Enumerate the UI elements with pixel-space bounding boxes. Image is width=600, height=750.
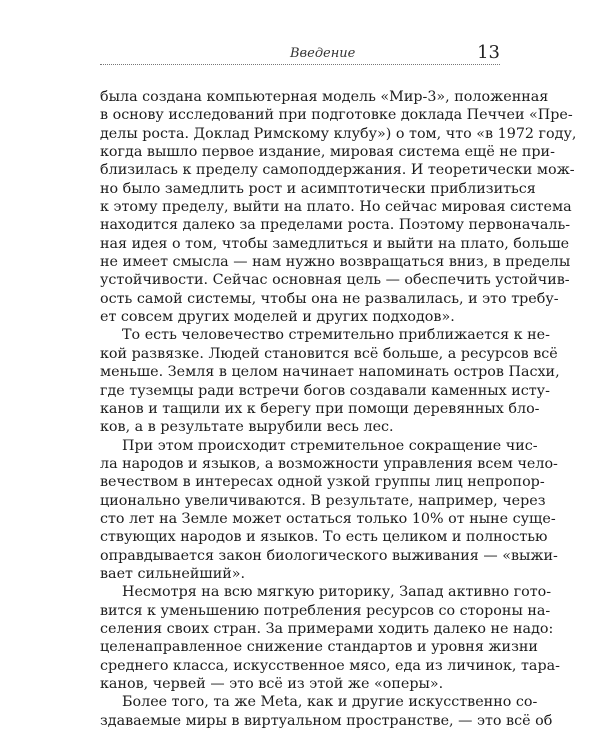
body-text <box>100 88 577 730</box>
text-line: близилась к пределу самоподдержания. И теоретически мож- <box>100 162 575 179</box>
text-line: ость самой системы, чтобы она не развалилась, и это требу- <box>100 290 559 307</box>
text-line: меньше. Земля в целом начинает напоминать остров Пасхи, <box>100 364 560 381</box>
text-line: не имеет смысла — нам нужно возвращаться вниз, в пределы <box>100 254 571 271</box>
text-line: ет совсем других моделей и других подходов». <box>100 309 455 326</box>
text-line: когда вышло первое издание, мировая система ещё не при- <box>100 144 555 161</box>
text-line: Несмотря на всю мягкую риторику, Запад активно гото- <box>122 584 552 601</box>
text-line: канов и тащили их к берегу при помощи деревянных бло- <box>100 400 540 417</box>
section-title: Введение <box>290 46 356 61</box>
text-line: в основу исследований при подготовке доклада Печчеи «Пре- <box>100 107 573 124</box>
text-line: То есть человечество стремительно приближается к не- <box>122 327 550 344</box>
text-line: кой развязке. Людей становится всё больше, а ресурсов всё <box>100 345 558 362</box>
text-line: ствующих народов и языков. То есть целиком и полностью <box>100 529 548 546</box>
text-line: к этому пределу, выйти на плато. Но сейчас мировая система <box>100 199 572 216</box>
text-line: ная идея о том, чтобы замедлиться и выйти на плато, больше <box>100 235 570 252</box>
text-line: оправдывается закон биологического выживания — «выжи- <box>100 547 558 564</box>
page-number: 13 <box>477 42 500 63</box>
text-line: но было замедлить рост и асимптотически приблизиться <box>100 180 536 197</box>
text-line: была создана компьютерная модель «Мир-3», положенная <box>100 89 549 105</box>
text-line: ционально увеличиваются. В результате, например, через <box>100 492 546 509</box>
text-line: вает сильнейший». <box>100 565 246 582</box>
text-line: сто лет на Земле может остаться только 10% от ныне суще- <box>100 510 556 527</box>
text-line: Более того, та же Meta, как и другие искусственно со- <box>122 694 538 711</box>
text-line: здаваемые миры в виртуальном пространстве, — это всё об <box>100 712 553 729</box>
running-header <box>100 44 500 66</box>
text-line: находится далеко за пределами роста. Поэтому первоначаль- <box>100 217 571 234</box>
text-line: где туземцы ради встречи богов создавали каменных исту- <box>100 382 550 399</box>
text-line: вечеством в интересах одной узкой группы лиц непропор- <box>100 474 545 491</box>
text-line: среднего класса, искусственное мясо, еда из личинок, тара- <box>100 657 560 674</box>
text-line: устойчивости. Сейчас основная цель — обеспечить устойчив- <box>100 272 570 289</box>
text-line: канов, червей — это всё из этой же «оперы». <box>100 676 444 692</box>
text-line: целенаправленное снижение стандартов и уровня жизни <box>100 639 538 656</box>
text-line: вится к уменьшению потребления ресурсов со стороны на- <box>100 602 551 619</box>
text-line: делы роста. Доклад Римскому клубу») о том, что «в 1972 году, <box>100 125 577 142</box>
text-line: ла народов и языков, а возможности управления всем чело- <box>100 455 558 472</box>
text-line: селения своих стран. За примерами ходить далеко не надо: <box>100 620 554 637</box>
header-divider <box>100 64 500 65</box>
text-line: ков, а в результате вырубили весь лес. <box>100 419 394 436</box>
text-line: При этом происходит стремительное сокращение чис- <box>122 437 538 454</box>
